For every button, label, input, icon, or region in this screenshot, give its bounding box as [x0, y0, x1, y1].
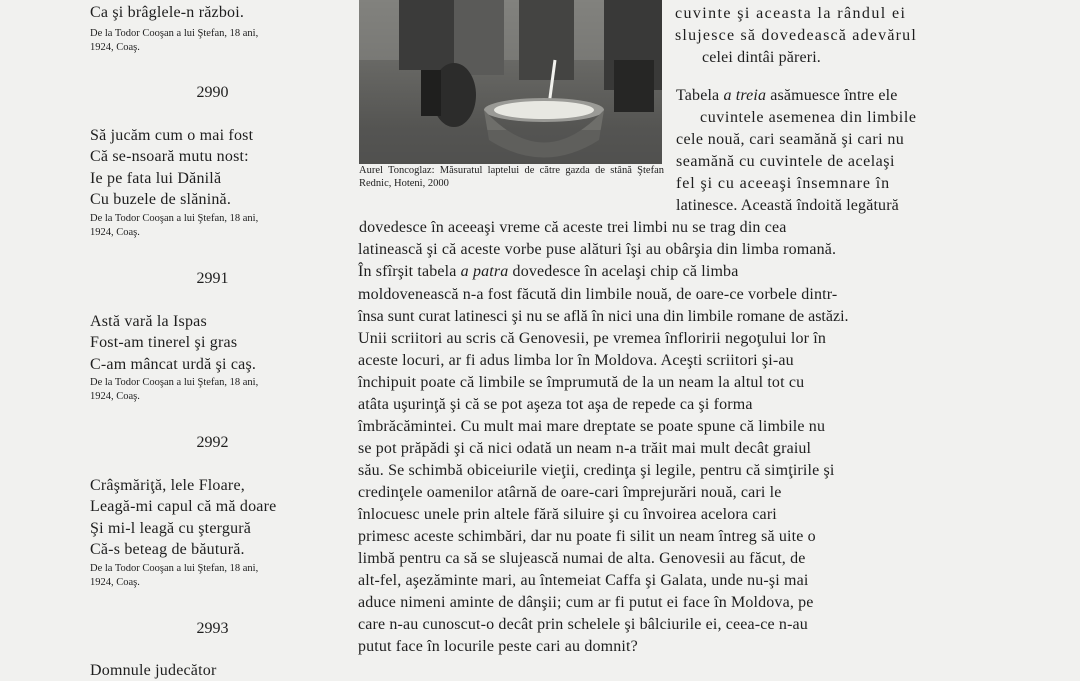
- poem-source: [90, 376, 325, 404]
- text-line: moldovenească n-a fost făcută din limbile nouă, de oare-ce vorbele dintr-: [358, 286, 838, 303]
- text-line: se pot prăpădi şi că nici odată un neam n-a trăit mai mult decât graiul: [358, 440, 812, 457]
- text-line: fel şi cu aceeaşi însemnare în: [676, 175, 891, 192]
- verse-line: Astă vară la Ispas: [90, 313, 207, 330]
- text-line: celei dintâi păreri.: [702, 49, 821, 66]
- text-line: primesc aceste schimbări, dar nu poate fi silit un neam întreg să uite o: [358, 528, 816, 545]
- verse-line: Crâşmăriţă, lele Floare,: [90, 477, 245, 494]
- verse-line: Leagă-mi capul că mă doare: [90, 498, 277, 515]
- poem-source-line: 1924, Coaş.: [90, 577, 140, 588]
- text-line: seamănă cu cuvintele de acelaşi: [676, 153, 895, 170]
- photo-caption: Aurel Toncoglaz: Măsuratul laptelui de către gazda de stână Ştefan Rednic, Hoteni, 2000: [359, 165, 664, 189]
- poem-number: 2992: [196, 434, 229, 451]
- text-line: aduce nimeni aminte de dânşii; cum ar fi putut ei face în Moldova, pe: [358, 594, 814, 611]
- text-line: însa sunt curat latinesci şi nu se află în nici una din limbile romane de astăzi.: [358, 308, 849, 325]
- verse-line: Fost-am tinerel şi gras: [90, 334, 238, 351]
- photo-illustration: [359, 0, 662, 164]
- poem-source-line: 1924, Coaş.: [90, 227, 140, 238]
- verse-line: Că-s beteag de băutură.: [90, 541, 245, 558]
- poem-source-line: De la Todor Cooşan a lui Ştefan, 18 ani,: [90, 563, 259, 574]
- text-fragment: Tabela a treia asămuesce între ele: [676, 87, 898, 104]
- verse-line: C-am mâncat urdă şi caş.: [90, 356, 257, 373]
- text-line: atâta uşurinţă şi că se pot aşeza tot aşa de repede ca şi forma: [358, 396, 753, 413]
- poem-source-line: De la Todor Cooşan a lui Ştefan, 18 ani,: [90, 377, 259, 388]
- poem-source: [90, 27, 325, 55]
- poem-source-line: 1924, Coaş.: [90, 42, 140, 53]
- poem-number: 2993: [196, 620, 229, 637]
- poem-number: 2991: [196, 270, 229, 287]
- poem-number: 2990: [196, 84, 229, 101]
- text-line: Unii scriitori au scris că Genovesii, pe vremea înfloririi negoţului lor în: [358, 330, 827, 347]
- text-line: cuvinte şi aceasta la rândul ei: [675, 5, 907, 22]
- text-line: [676, 85, 898, 107]
- text-line: înlocuesc unele prin altele fără siluire şi cu învoirea acelora cari: [358, 506, 777, 523]
- poem-source-line: De la Todor Cooşan a lui Ştefan, 18 ani,: [90, 213, 259, 224]
- text-line: latinesce. Această îndoită legătură: [676, 197, 899, 214]
- verse-line: Cu buzele de slănină.: [90, 191, 232, 208]
- text-line: închipuit poate că limbile se împrumută de la un neam la altul tot cu: [358, 374, 805, 391]
- verse-line: Să jucăm cum o mai fost: [90, 127, 254, 144]
- poem-source-line: 1924, Coaş.: [90, 391, 140, 402]
- text-line: alt-fel, aşezăminte mari, au întemeiat Caffa şi Galata, unde nu-şi mai: [358, 572, 809, 589]
- verse-line: Şi mi-l leagă cu ştergură: [90, 520, 252, 537]
- text-line: latinească şi că aceste vorbe puse alături îşi au obârşia din limba romană.: [358, 241, 837, 258]
- milk-measuring-photo: [359, 0, 662, 164]
- verse-line: Ie pe fata lui Dănilă: [90, 170, 222, 187]
- text-line: În sfîrşit tabela a patra dovedesce în acelaşi chip că limba: [358, 263, 739, 280]
- text-line: putut face în locurile peste cari au domnit?: [358, 638, 638, 655]
- text-line: care n-au cunoscut-o decât prin schelele şi bâlciurile ei, ceea-ce n-au: [358, 616, 808, 633]
- text-line: îmbrăcămintei. Cu mult mai mare dreptate se poate spune că limbile nu: [358, 418, 826, 435]
- verse-line: Că se-nsoară mutu nost:: [90, 148, 249, 165]
- verse-line: Ca şi brâglele-n război.: [90, 4, 245, 21]
- text-line: credinţele oamenilor atârnă de oare-cari împrejurări nouă, cari le: [358, 484, 782, 501]
- text-line: cuvintele asemenea din limbile: [700, 109, 917, 126]
- poem-source: [90, 562, 325, 590]
- text-line: limbă pentru ca să se slujească numai de alta. Genovesii au făcut, de: [358, 550, 806, 567]
- text-line: său. Se schimbă obiceiurile vieţii, credinţa şi legile, pentru că simţirile şi: [358, 462, 835, 479]
- poem-source-line: De la Todor Cooşan a lui Ştefan, 18 ani,: [90, 28, 259, 39]
- verse-line: Domnule judecător: [90, 662, 217, 679]
- text-line: cele nouă, cari seamănă şi cari nu: [676, 131, 905, 148]
- text-line: dovedesce în aceeaşi vreme că aceste trei limbi nu se trag din cea: [359, 219, 787, 236]
- text-line: aceste locuri, ar fi adus limba lor în Moldova. Aceşti scriitori şi-au: [358, 352, 794, 369]
- text-line: slujesce să dovedească adevărul: [675, 27, 917, 44]
- poem-source: [90, 212, 325, 240]
